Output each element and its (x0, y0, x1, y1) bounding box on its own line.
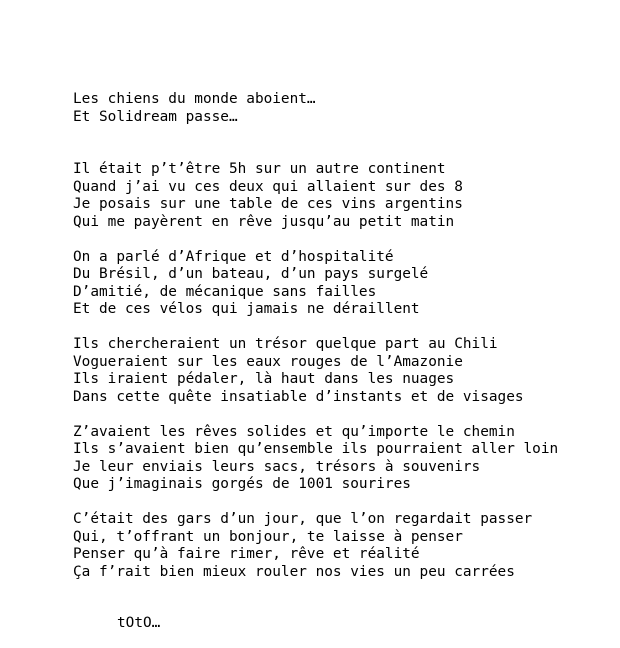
verse-line: Et de ces vélos qui jamais ne déraillent (73, 301, 420, 317)
verse-line: Que j’imaginais gorgés de 1001 sourires (73, 476, 411, 492)
verse-line: Je leur enviais leurs sacs, trésors à souvenirs (73, 458, 481, 475)
title-spacer (73, 126, 613, 161)
stanza (73, 424, 613, 494)
verse-line: Ils chercheraient un trésor quelque part au Chili (73, 336, 498, 352)
verse-line: D’amitié, de mécanique sans failles (73, 283, 377, 300)
stanza-spacer (73, 406, 613, 424)
stanza (73, 161, 613, 231)
verse-line: C’était des gars d’un jour, que l’on regardait passer (73, 511, 533, 527)
verse-line: Vogueraient sur les eaux rouges de l’Amazonie (73, 353, 463, 370)
verse-line: Ils s’avaient bien qu’ensemble ils pourraient aller loin (73, 441, 559, 457)
verse-line: Z’avaient les rêves solides et qu’importe le chemin (73, 423, 515, 440)
signature-spacer (73, 581, 613, 615)
verse-line: Quand j’ai vu ces deux qui allaient sur des 8 (73, 178, 463, 195)
verse-line: Ça f’rait bien mieux rouler nos vies un peu carrées (73, 563, 515, 580)
signature: tOtO… (117, 615, 161, 631)
verse-line: On a parlé d’Afrique et d’hospitalité (73, 248, 394, 265)
verse-line: Penser qu’à faire rimer, rêve et réalité (73, 546, 420, 562)
stanza (73, 511, 613, 581)
stanza-spacer (73, 494, 613, 512)
verse-line: Dans cette quête insatiable d’instants et de visages (73, 388, 524, 405)
verse-line: Qui me payèrent en rêve jusqu’au petit matin (73, 213, 455, 230)
verse-line: Qui, t’offrant un bonjour, te laisse à penser (73, 528, 463, 545)
verse-line: Il était p’t’être 5h sur un autre continent (73, 161, 446, 177)
stanza (73, 336, 613, 406)
stanza (73, 249, 613, 319)
stanza-spacer (73, 319, 613, 337)
poem (73, 91, 613, 633)
title-line: Et Solidream passe… (73, 108, 238, 125)
title-line: Les chiens du monde aboient… (73, 91, 316, 107)
stanza-spacer (73, 231, 613, 249)
poem-title (73, 91, 613, 126)
verse-line: Ils iraient pédaler, là haut dans les nuages (73, 371, 455, 387)
verse-line: Je posais sur une table de ces vins argentins (73, 196, 463, 212)
verse-line: Du Brésil, d’un bateau, d’un pays surgelé (73, 266, 429, 282)
